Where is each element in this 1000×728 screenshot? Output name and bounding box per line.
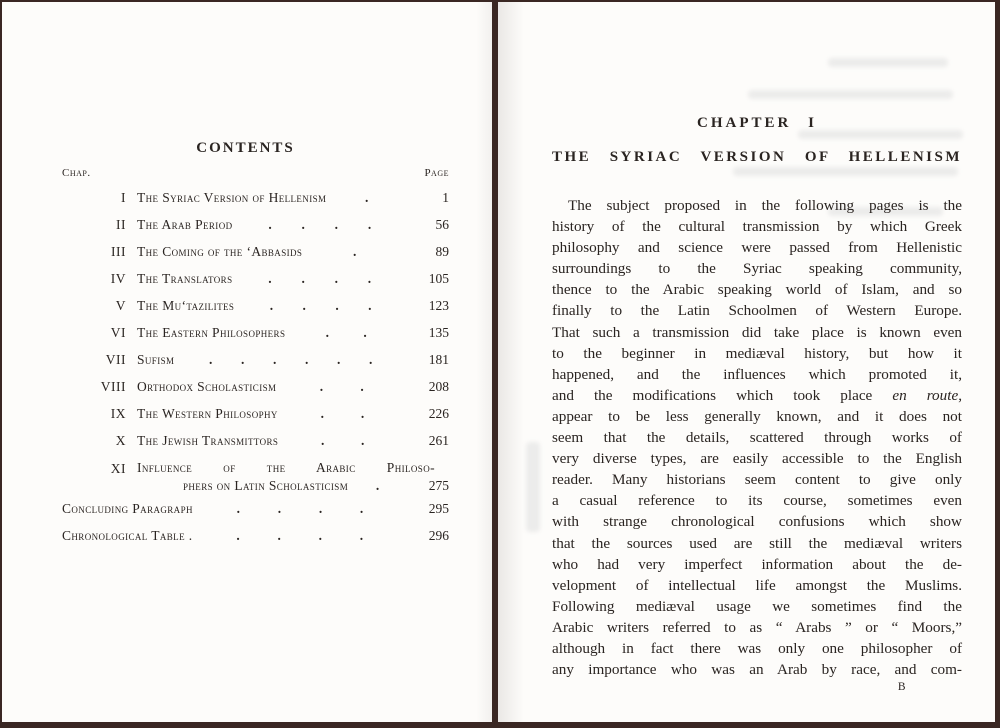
dot-leader: .: [365, 190, 369, 205]
dot-leader: . .: [319, 379, 364, 394]
chapter-number: IX: [110, 406, 126, 421]
chapter-number: XI: [110, 461, 126, 476]
body-line: who had very imperfect information about the de-: [552, 555, 962, 573]
chapter-title: The Translators: [137, 271, 233, 286]
body-line: with strange chronological confusions which show: [552, 513, 962, 531]
body-line-text: ,: [958, 386, 962, 404]
section-title: Chronological Table .: [62, 528, 193, 543]
chapter-number: III: [111, 244, 126, 259]
page-column-label: Page: [424, 167, 449, 179]
contents-row: [62, 400, 449, 427]
body-line: thence to the Arabic speaking world of Islam, and so: [552, 281, 962, 299]
chapter-title-line1: Influence of the Arabic Philoso-: [137, 460, 435, 475]
chapter-title: Orthodox Scholasticism: [137, 379, 277, 394]
page-number: 275: [428, 478, 449, 493]
chapter-title: The Eastern Philosophers: [137, 325, 286, 340]
dot-leader: .: [375, 478, 380, 493]
page-number: 208: [428, 379, 449, 394]
chapter-title: THE SYRIAC VERSION OF HELLENISM: [552, 149, 962, 165]
body-line: Following mediæval usage we sometimes find the: [552, 597, 962, 615]
section-title: Concluding Paragraph: [62, 501, 193, 516]
page-number: 123: [428, 298, 449, 313]
page-number: 296: [428, 528, 449, 543]
body-line: velopment of intellectual life amongst the Muslims.: [552, 576, 962, 594]
contents-column-headers: [62, 162, 449, 184]
chapter-title-line2-row: [137, 477, 449, 495]
contents-row: [62, 522, 449, 549]
body-line: any importance who was an Arab by race, and com-: [552, 661, 962, 679]
body-line: The subject proposed in the following pages is the: [568, 197, 962, 214]
dot-leader: . . . .: [268, 217, 372, 232]
body-line: Arabic writers referred to as “ Arabs ” or “ Moors,”: [552, 618, 962, 636]
contents-row: [62, 292, 449, 319]
contents-row: [62, 319, 449, 346]
body-line: reader. Many historians seem content to give only: [552, 471, 962, 489]
contents-row-two-line: [62, 454, 449, 495]
contents-row: [62, 238, 449, 265]
contents-row: [62, 495, 449, 522]
page-number: 89: [435, 244, 449, 259]
page-number: 226: [428, 406, 449, 421]
chapter-title: The Arab Period: [137, 217, 233, 232]
chapter-number: X: [115, 433, 126, 448]
dot-leader: . . . . . .: [209, 352, 373, 367]
dot-leader: . . . .: [236, 528, 364, 543]
page-number: 295: [428, 501, 449, 516]
chap-column-label: Chap.: [62, 167, 91, 179]
contents-row: [62, 265, 449, 292]
dot-leader: .: [352, 244, 357, 259]
page-number: 181: [428, 352, 449, 367]
body-line: appear to be less generally known, and it does not: [552, 407, 962, 425]
body-line: That such a transmission did take place is known even: [552, 323, 962, 341]
page-number: 135: [428, 325, 449, 340]
contents-row: [62, 373, 449, 400]
body-line: finally to the Latin Schoolmen of Western Europe.: [552, 302, 962, 320]
chapter-number: VII: [105, 352, 126, 367]
dot-leader: . .: [320, 406, 365, 421]
body-line: happened, and the influences which promoted it,: [552, 365, 962, 383]
body-line: seem that the details, scattered through works of: [552, 429, 962, 447]
body-line: to the beginner in mediæval history, but how it: [552, 344, 962, 362]
chapter-number: I: [121, 190, 126, 205]
chapter-number: VIII: [100, 379, 126, 394]
page-number: 1: [442, 190, 449, 205]
chapter-body: [552, 195, 962, 680]
body-line: although in fact there was only one philosopher of: [552, 639, 962, 657]
body-line: a casual reference to its course, sometimes even: [552, 492, 962, 510]
page-number: 105: [428, 271, 449, 286]
body-line-text: and the modifications which took place: [552, 386, 893, 404]
chapter-title: Sufism: [137, 352, 175, 367]
body-line: [552, 385, 962, 406]
italic-phrase: en route: [892, 386, 959, 404]
chapter-heading: CHAPTER I: [697, 115, 817, 131]
dot-leader: . . . .: [268, 271, 372, 286]
contents-row: [62, 211, 449, 238]
body-line: surroundings to the Syriac speaking community,: [552, 260, 962, 278]
body-line: history of the cultural transmission by which Greek: [552, 218, 962, 236]
chapter-number: V: [115, 298, 126, 313]
chapter-title: The Western Philosophy: [137, 406, 278, 421]
dot-leader: . . . .: [269, 298, 372, 313]
dot-leader: . . . .: [236, 501, 364, 516]
chapter-number: IV: [110, 271, 126, 286]
chapter-page: [498, 2, 995, 722]
dot-leader: . .: [325, 325, 367, 340]
contents-table: [62, 162, 449, 549]
body-line: that the sources used are still the mediæval writers: [552, 534, 962, 552]
chapter-number: VI: [110, 325, 126, 340]
page-number: 261: [428, 433, 449, 448]
body-line: very diverse types, are easily accessible to the English: [552, 450, 962, 468]
contents-heading: CONTENTS: [196, 140, 295, 156]
contents-row: [62, 184, 449, 211]
bleed-through-ghost: [748, 90, 953, 99]
chapter-number: II: [116, 217, 126, 232]
chapter-title: The Jewish Transmittors: [137, 433, 279, 448]
printers-signature-mark: B: [897, 681, 906, 694]
chapter-title: The Mu‘tazilites: [137, 298, 235, 313]
contents-row: [62, 427, 449, 454]
chapter-title-line2: phers on Latin Scholasticism: [183, 478, 349, 493]
bleed-through-ghost: [828, 58, 948, 67]
dot-leader: . .: [320, 433, 365, 448]
contents-page: [2, 2, 492, 722]
page-number: 56: [435, 217, 449, 232]
chapter-title: The Coming of the ‘Abbasids: [137, 244, 303, 259]
chapter-title: The Syriac Version of Hellenism: [137, 190, 327, 205]
contents-row: [62, 346, 449, 373]
body-line: philosophy and science were passed from Hellenistic: [552, 239, 962, 257]
chapter-text-column: [498, 114, 995, 695]
